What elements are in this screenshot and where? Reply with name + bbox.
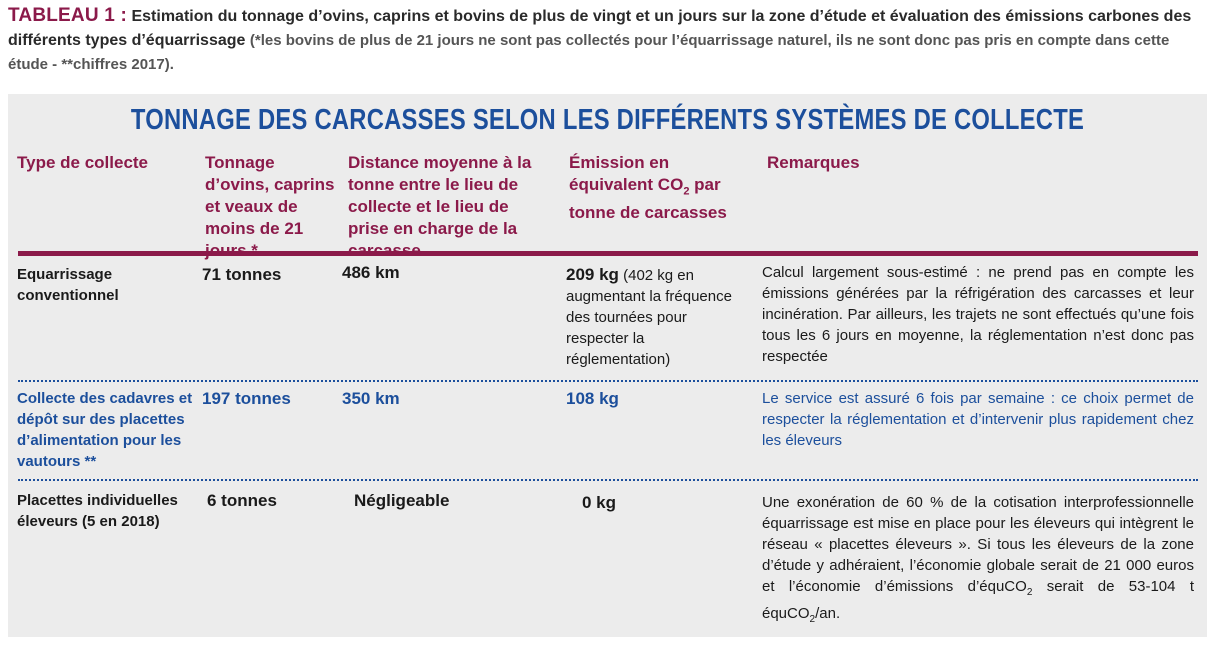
row2-type: Collecte des cadavres et dépôt sur des placettes d’alimentation pour les vautours ** — [17, 390, 193, 470]
row3-type: Placettes individuelles éleveurs (5 en 2018) — [17, 492, 178, 530]
header-tonnage: Tonnage d’ovins, caprins et veaux de moins de 21 — [205, 153, 335, 238]
row-divider-1 — [18, 380, 1198, 382]
row1-distance: 486 km — [342, 263, 400, 282]
row2-emission: 108 kg — [566, 389, 619, 408]
header-remarques: Remarques — [767, 153, 860, 172]
row1-type: Equarrissage conventionnel — [17, 266, 119, 304]
row3-emission: 0 kg — [582, 493, 617, 512]
row-divider-2 — [18, 479, 1198, 481]
caption-main: Estimation du tonnage d’ovins, caprins et bovins de plus de vingt et un jours sur la zone d’étude et évaluation des émissions carbones des différents types d’équarrissage — [8, 8, 1192, 49]
header-emission: Émission en équivalent $CO_2$ par tonne de carcasses — [569, 153, 727, 223]
header-type: Type de collecte — [17, 153, 149, 172]
row3-tonnage: 6 tonnes — [207, 491, 277, 510]
row3-remarque: Une exonération de 60 % de la cotisation interprofessionnelle équarrissage est mise en place pour les éleveurs qui intègrent le réseau « placettes éleveurs ». Si tous les éleveurs de la zone d’étude y adhéraient, l’économie globale serait de 21 000 euros et l’économie d’émissions d’équCO$_2$ serait de 53-104 t équCO$_2$/an. — [762, 494, 1194, 625]
row1-remarque: Calcul largement sous-estimé : ne prend pas en compte les émissions générées par la réfrigération des carcasses et leur incinération. Par ailleurs, les trajets ne sont effectués qu’une fois tous les 6 jours en moyenne, la réglementation n’est donc pas respectée — [762, 264, 1194, 365]
caption-tag: TABLEAU 1 : — [8, 5, 128, 26]
table-panel — [8, 94, 1207, 637]
row2-distance: 350 km — [342, 389, 400, 408]
row1-emission: 209 kg (402 kg en augmentant la fréquence des tournées pour respecter la réglementation) — [566, 265, 732, 368]
header-divider — [18, 251, 1198, 256]
row2-remarque: Le service est assuré 6 fois par semaine : ce choix permet de respecter la réglementation et d’intervenir plus rapidement chez les éleveurs — [762, 390, 1194, 449]
row3-distance: Négligeable — [354, 491, 450, 510]
table-caption — [8, 4, 1212, 77]
header-distance: Distance moyenne à la tonne entre le lieu de collecte et le lieu de prise en charge de la — [348, 153, 532, 238]
table-title: TONNAGE DES CARCASSES SELON LES DIFFÉRENTS SYSTÈMES DE COLLECTE — [130, 104, 1085, 136]
caption-note: (*les bovins de plus de 21 jours ne sont pas collectés pour l’équarrissage naturel, ils ne sont donc pas pris en compte dans cette étude - **chiffres 2017). — [8, 32, 1170, 73]
row2-tonnage: 197 tonnes — [202, 389, 291, 408]
row1-tonnage: 71 tonnes — [202, 265, 282, 284]
